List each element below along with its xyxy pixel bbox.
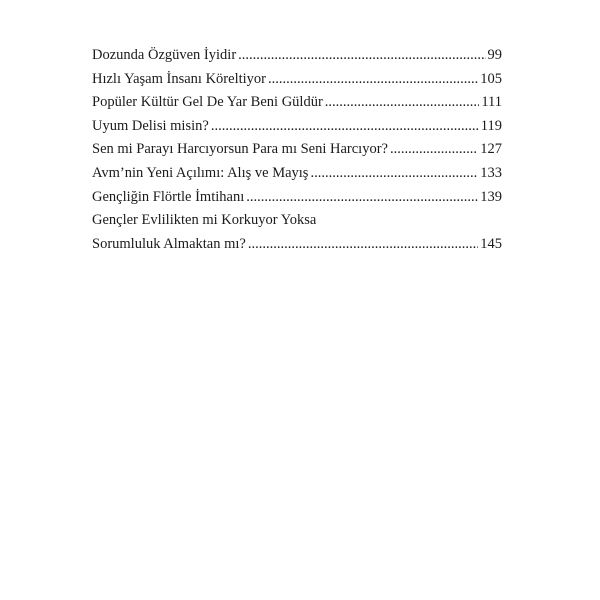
toc-entry-title: Popüler Kültür Gel De Yar Beni Güldür	[92, 94, 323, 111]
toc-entry-page: 119	[480, 117, 502, 134]
toc-entry-title: Uyum Delisi misin?	[92, 117, 209, 134]
toc-entry-title-line2: Sorumluluk Almaktan mı?	[92, 235, 246, 252]
toc-entry-title: Dozunda Özgüven İyidir	[92, 47, 237, 63]
toc-entry	[92, 115, 502, 139]
toc-entry-page: 105	[480, 70, 502, 87]
dot-leader	[390, 138, 478, 162]
dot-leader	[268, 68, 478, 92]
toc-entry-page: 139	[480, 188, 502, 205]
toc-entry	[92, 44, 502, 68]
toc-entry-page: 127	[480, 141, 502, 158]
toc-entry	[92, 233, 502, 257]
toc-entry-title: Sen mi Parayı Harcıyorsun Para mı Seni Harcıyor?	[92, 141, 388, 158]
dot-leader	[211, 115, 479, 139]
toc-entry-page: 133	[480, 164, 502, 181]
toc-entry	[92, 138, 502, 162]
toc-entry-page: 111	[481, 94, 502, 111]
dot-leader	[310, 162, 478, 186]
toc-entry-title: Gençliğin Flörtle İmtihanı	[92, 188, 245, 205]
toc-entry	[92, 91, 502, 115]
dot-leader	[325, 91, 480, 115]
toc-entry-page: 145	[480, 235, 502, 252]
toc-entry-title: Avm’nin Yeni Açılımı: Alış ve Mayış	[92, 164, 309, 181]
toc-entry	[92, 186, 502, 210]
toc-entry	[92, 162, 502, 186]
table-of-contents	[92, 44, 502, 256]
toc-entry-title: Hızlı Yaşam İnsanı Köreltiyor	[92, 70, 266, 87]
toc-entry-page: 99	[487, 47, 502, 63]
toc-entry	[92, 68, 502, 92]
dot-leader	[238, 44, 485, 68]
dot-leader	[246, 186, 478, 210]
dot-leader	[248, 233, 478, 257]
toc-entry-title-line1: Gençler Evlilikten mi Korkuyor Yoksa	[92, 212, 317, 229]
